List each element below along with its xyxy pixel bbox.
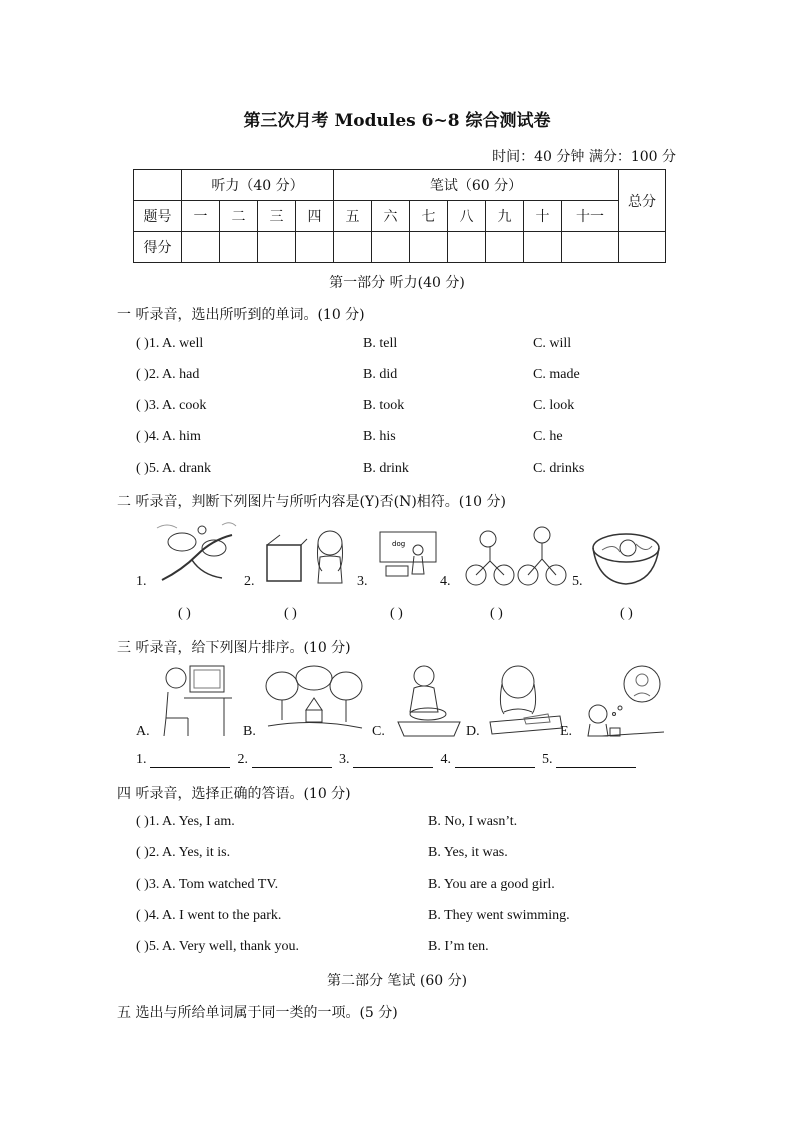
score-cell[interactable] xyxy=(448,232,486,263)
s1-q1-c: C. will xyxy=(533,336,572,351)
section1-heading: 一 听录音，选出所听到的单词。(10 分) xyxy=(117,307,365,323)
s3-blank-label-4: 4. xyxy=(440,752,451,767)
s2-answer-2[interactable]: ( ) xyxy=(284,606,297,621)
col-number: 二 xyxy=(220,201,258,232)
part2-heading: 第二部分 笔试 (60 分) xyxy=(326,973,468,989)
s3-label-b: B. xyxy=(243,724,256,739)
s1-q2-b: B. did xyxy=(363,367,398,382)
s3-blanks xyxy=(136,752,640,768)
col-number: 四 xyxy=(296,201,334,232)
s3-blank-3[interactable] xyxy=(353,753,433,768)
s2-answer-5[interactable]: ( ) xyxy=(620,606,633,621)
score-cell[interactable] xyxy=(524,232,562,263)
score-cell[interactable] xyxy=(410,232,448,263)
s2-label-3: 3. xyxy=(357,574,368,589)
s4-q1-a: ( )1. A. Yes, I am. xyxy=(136,814,235,829)
boy-at-computer-picture xyxy=(154,662,234,738)
s1-q3-b: B. took xyxy=(363,398,405,413)
s3-blank-1[interactable] xyxy=(150,753,230,768)
noodle-bowl-picture xyxy=(590,526,662,588)
col-number: 一 xyxy=(182,201,220,232)
s1-q1: ( )1. A. well xyxy=(136,336,204,351)
s4-q3-a: ( )3. A. Tom watched TV. xyxy=(136,877,279,892)
girl-at-board-picture xyxy=(378,530,440,582)
col-number: 九 xyxy=(486,201,524,232)
col-number: 五 xyxy=(334,201,372,232)
s3-blank-label-1: 1. xyxy=(136,752,147,767)
s4-q4-b: B. They went swimming. xyxy=(428,908,570,923)
s2-answer-1[interactable]: ( ) xyxy=(178,606,191,621)
s1-q5: ( )5. A. drank xyxy=(136,461,212,476)
birds-on-tree-picture xyxy=(152,520,238,588)
girls-riding-bikes-picture xyxy=(460,525,572,589)
s1-q5-c: C. drinks xyxy=(533,461,585,476)
score-table-corner xyxy=(134,170,182,201)
col-number: 七 xyxy=(410,201,448,232)
s3-label-a: A. xyxy=(136,724,150,739)
score-cell[interactable] xyxy=(486,232,524,263)
section4-heading: 四 听录音，选择正确的答语。(10 分) xyxy=(117,786,351,802)
score-cell[interactable] xyxy=(182,232,220,263)
page-title: 第三次月考 Modules 6~8 综合测试卷 xyxy=(243,111,551,131)
s1-q2-c: C. made xyxy=(533,367,580,382)
part1-heading: 第一部分 听力(40 分) xyxy=(329,275,465,291)
s3-label-d: D. xyxy=(466,724,480,739)
section3-heading: 三 听录音，给下列图片排序。(10 分) xyxy=(117,640,351,656)
s3-label-c: C. xyxy=(372,724,385,739)
col-number: 十 xyxy=(524,201,562,232)
col-number: 三 xyxy=(258,201,296,232)
s1-q3-c: C. look xyxy=(533,398,575,413)
s4-q5-a: ( )5. A. Very well, thank you. xyxy=(136,939,300,954)
girl-cooking-picture xyxy=(394,662,464,738)
score-cell[interactable] xyxy=(334,232,372,263)
score-cell[interactable] xyxy=(619,232,666,263)
s2-label-2: 2. xyxy=(244,574,255,589)
s2-label-5: 5. xyxy=(572,574,583,589)
writing-header: 笔试（60 分） xyxy=(334,170,619,201)
s1-q1-b: B. tell xyxy=(363,336,398,351)
s3-blank-5[interactable] xyxy=(556,753,636,768)
s1-q4: ( )4. A. him xyxy=(136,429,201,444)
box-and-girl-picture xyxy=(262,525,354,589)
section2-heading: 二 听录音，判断下列图片与所听内容是(Y)否(N)相符。(10 分) xyxy=(117,494,506,510)
girl-reading-picture xyxy=(484,662,564,738)
s3-label-e: E. xyxy=(560,724,573,739)
section5-heading: 五 选出与所给单词属于同一类的一项。(5 分) xyxy=(117,1005,398,1021)
s1-q4-c: C. he xyxy=(533,429,563,444)
score-cell[interactable] xyxy=(562,232,619,263)
s1-q5-b: B. drink xyxy=(363,461,409,476)
park-with-trees-picture xyxy=(262,662,366,738)
row-label-score: 得分 xyxy=(134,232,182,263)
score-table xyxy=(133,169,666,263)
col-number: 十一 xyxy=(562,201,619,232)
s3-blank-label-3: 3. xyxy=(339,752,350,767)
s2-answer-4[interactable]: ( ) xyxy=(490,606,503,621)
s1-q4-b: B. his xyxy=(363,429,396,444)
s4-q2-a: ( )2. A. Yes, it is. xyxy=(136,845,231,860)
s1-q3: ( )3. A. cook xyxy=(136,398,207,413)
s4-q2-b: B. Yes, it was. xyxy=(428,845,508,860)
score-cell[interactable] xyxy=(220,232,258,263)
row-label-number: 题号 xyxy=(134,201,182,232)
s4-q5-b: B. I’m ten. xyxy=(428,939,489,954)
s2-label-1: 1. xyxy=(136,574,147,589)
s3-blank-4[interactable] xyxy=(455,753,535,768)
s4-q4-a: ( )4. A. I went to the park. xyxy=(136,908,282,923)
s3-blank-label-5: 5. xyxy=(542,752,553,767)
s3-blank-label-2: 2. xyxy=(237,752,248,767)
score-cell[interactable] xyxy=(372,232,410,263)
s4-q1-b: B. No, I wasn’t. xyxy=(428,814,518,829)
s1-q2: ( )2. A. had xyxy=(136,367,200,382)
listening-header: 听力（40 分） xyxy=(182,170,334,201)
s4-q3-b: B. You are a good girl. xyxy=(428,877,555,892)
s2-label-4: 4. xyxy=(440,574,451,589)
girl-on-phone-picture xyxy=(580,662,664,738)
col-number: 八 xyxy=(448,201,486,232)
score-cell[interactable] xyxy=(258,232,296,263)
svg-text:dog: dog xyxy=(392,540,406,548)
total-header: 总分 xyxy=(619,170,666,232)
time-info: 时间：40 分钟 满分：100 分 xyxy=(492,149,676,165)
score-cell[interactable] xyxy=(296,232,334,263)
s2-answer-3[interactable]: ( ) xyxy=(390,606,403,621)
s3-blank-2[interactable] xyxy=(252,753,332,768)
col-number: 六 xyxy=(372,201,410,232)
